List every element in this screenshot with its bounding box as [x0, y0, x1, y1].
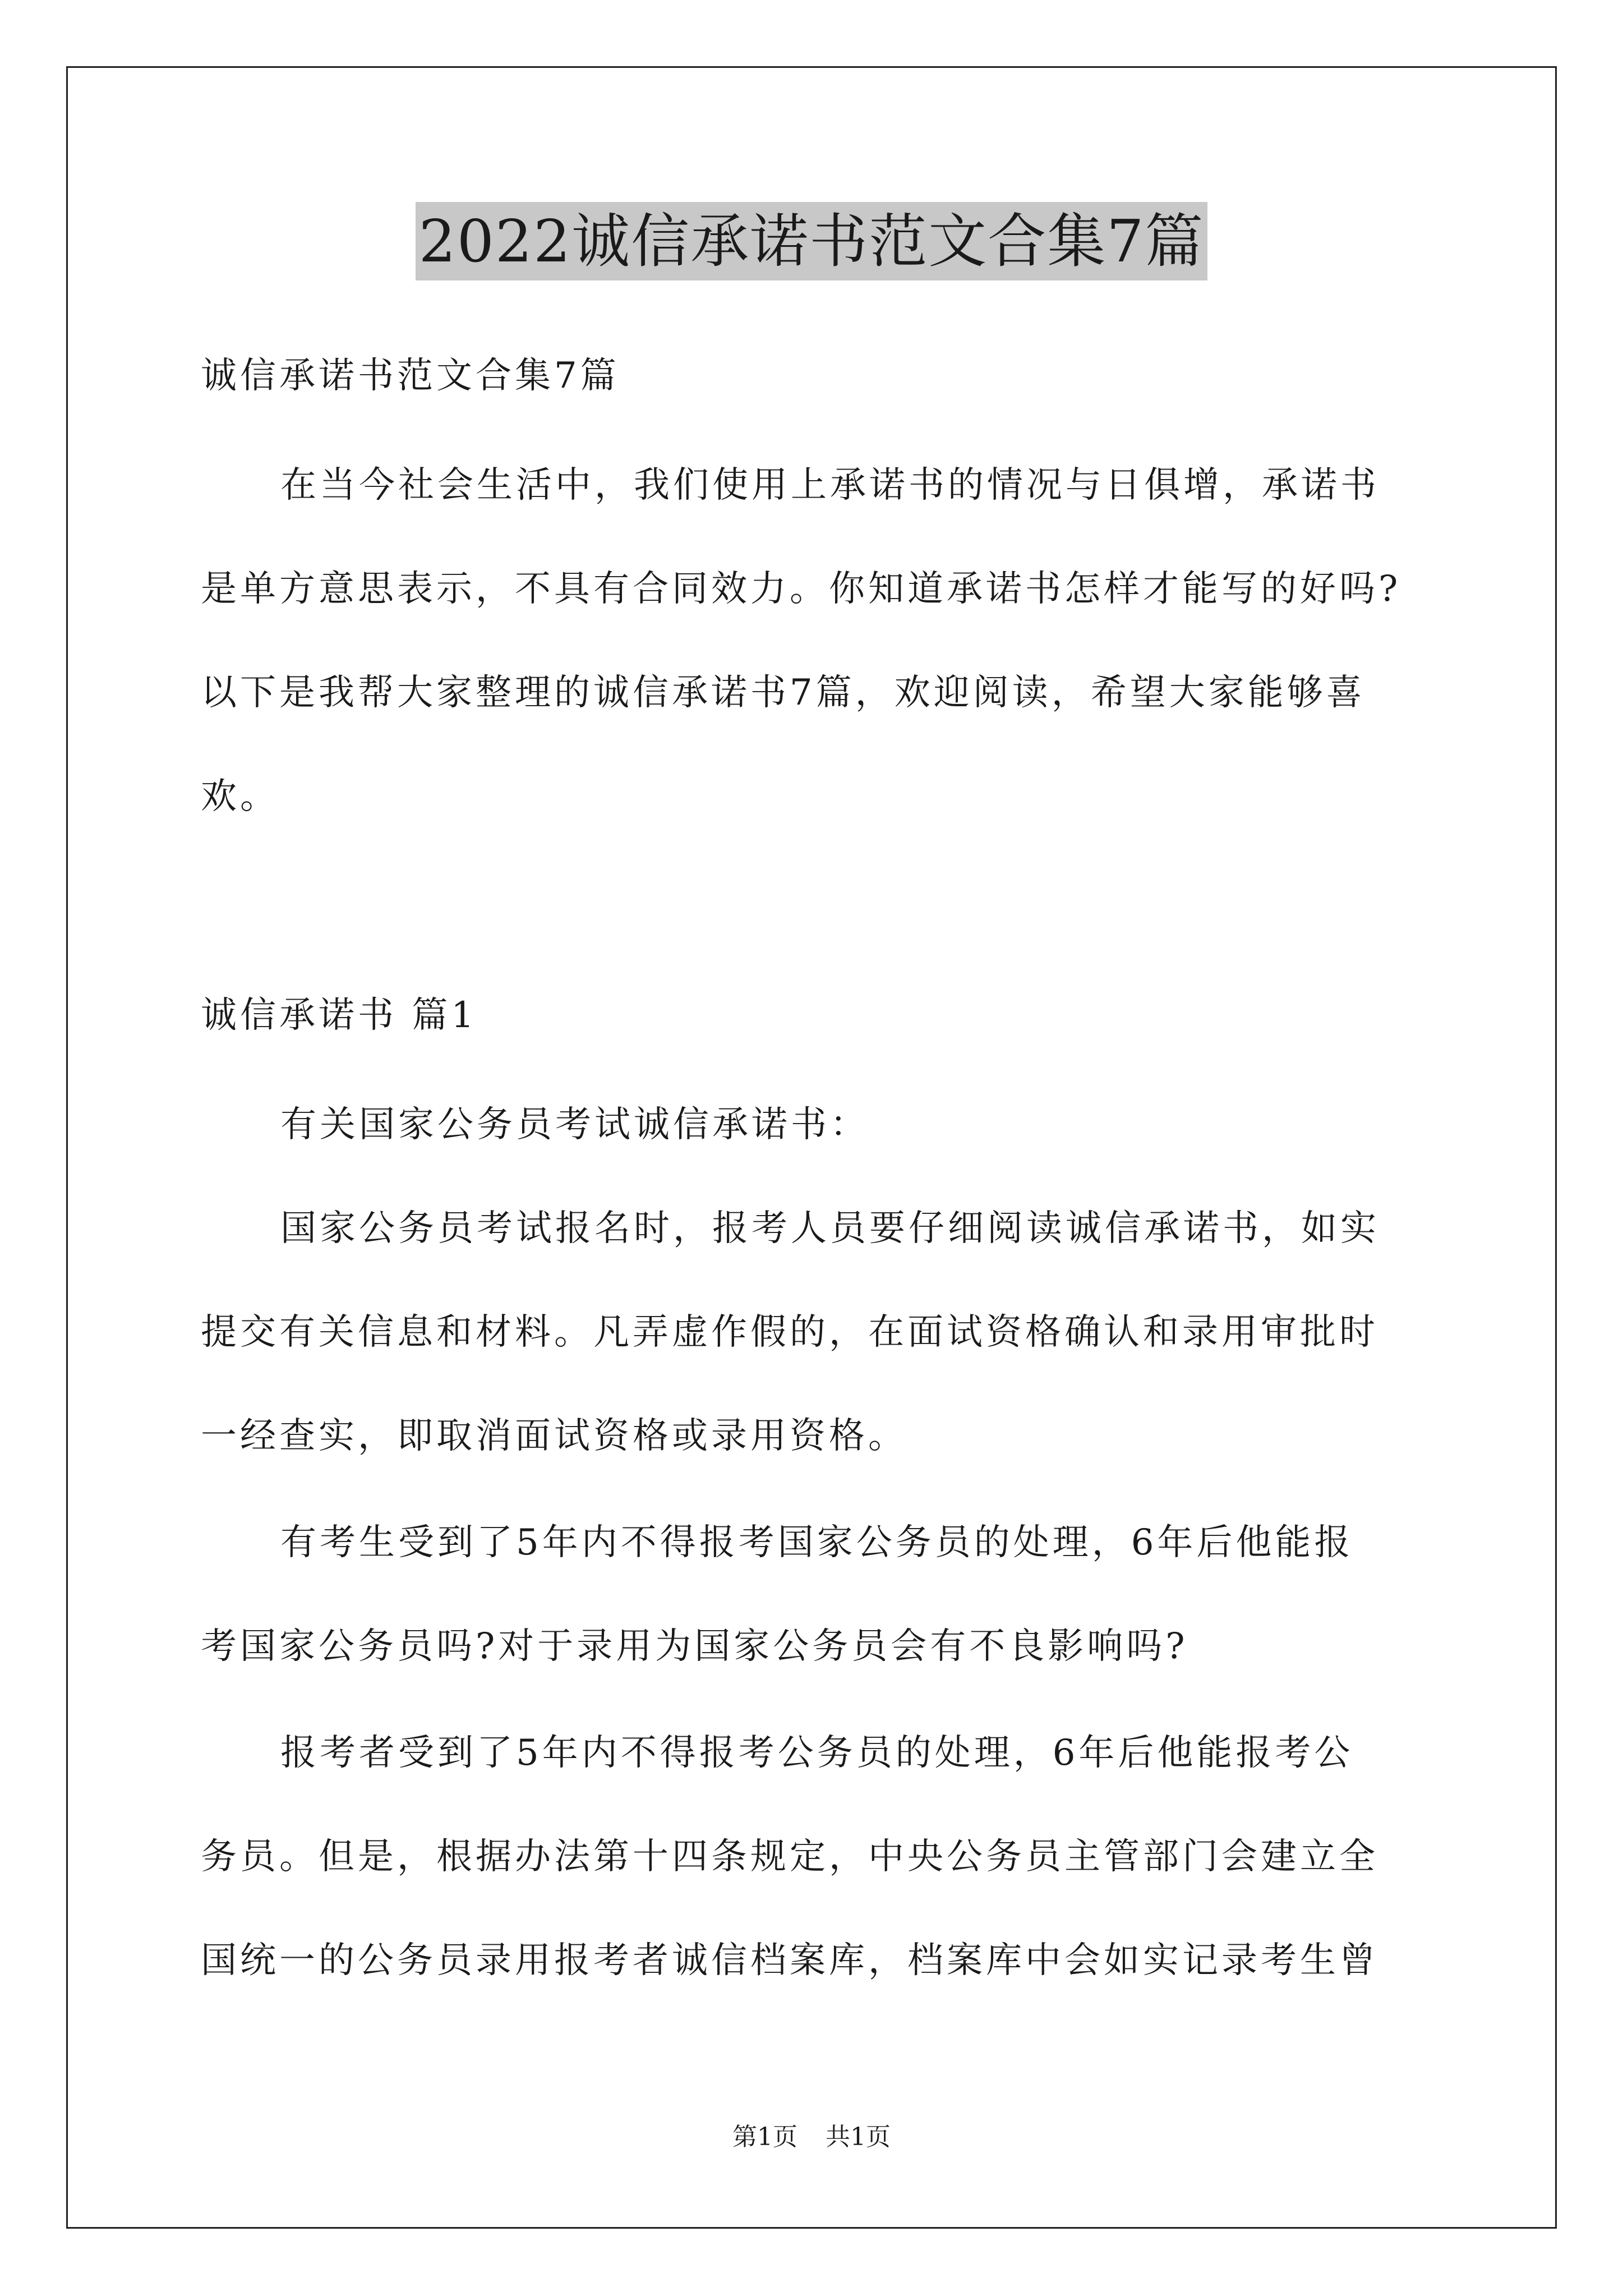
body-paragraph-line: 报考者受到了5年内不得报考公务员的处理，6年后他能报考公: [280, 1732, 1354, 1774]
body-paragraph-line: 有关国家公务员考试诚信承诺书：: [280, 1104, 869, 1145]
title-container: [0, 202, 1623, 280]
page-footer: [0, 2120, 1623, 2154]
body-paragraph-line: 国统一的公务员录用报考者诚信档案库，档案库中会如实记录考生曾: [201, 1940, 1378, 1981]
intro-paragraph-line: 是单方意思表示，不具有合同效力。你知道承诺书怎样才能写的好吗?: [201, 568, 1401, 610]
body-paragraph-line: 提交有关信息和材料。凡弄虚作假的，在面试资格确认和录用审批时: [201, 1312, 1378, 1353]
body-paragraph-line: 国家公务员考试报名时，报考人员要仔细阅读诚信承诺书，如实: [280, 1208, 1380, 1249]
body-paragraph-line: 考国家公务员吗?对于录用为国家公务员会有不良影响吗?: [201, 1626, 1188, 1667]
body-paragraph-line: 务员。但是，根据办法第十四条规定，中央公务员主管部门会建立全: [201, 1836, 1378, 1878]
intro-paragraph-line: 欢。: [201, 776, 279, 817]
intro-paragraph-line: 在当今社会生活中，我们使用上承诺书的情况与日俱增，承诺书: [280, 464, 1380, 506]
document-title: 2022诚信承诺书范文合集7篇: [416, 202, 1208, 280]
body-paragraph-line: 有考生受到了5年内不得报考国家公务员的处理，6年后他能报: [280, 1522, 1354, 1563]
subtitle-line: 诚信承诺书范文合集7篇: [201, 355, 620, 397]
intro-paragraph-line: 以下是我帮大家整理的诚信承诺书7篇，欢迎阅读，希望大家能够喜: [201, 672, 1366, 714]
page-total: 共1页: [826, 2123, 891, 2151]
body-paragraph-line: 一经查实，即取消面试资格或录用资格。: [201, 1415, 907, 1457]
section-heading: 诚信承诺书 篇1: [201, 995, 478, 1036]
page-number: 第1页: [732, 2123, 797, 2151]
